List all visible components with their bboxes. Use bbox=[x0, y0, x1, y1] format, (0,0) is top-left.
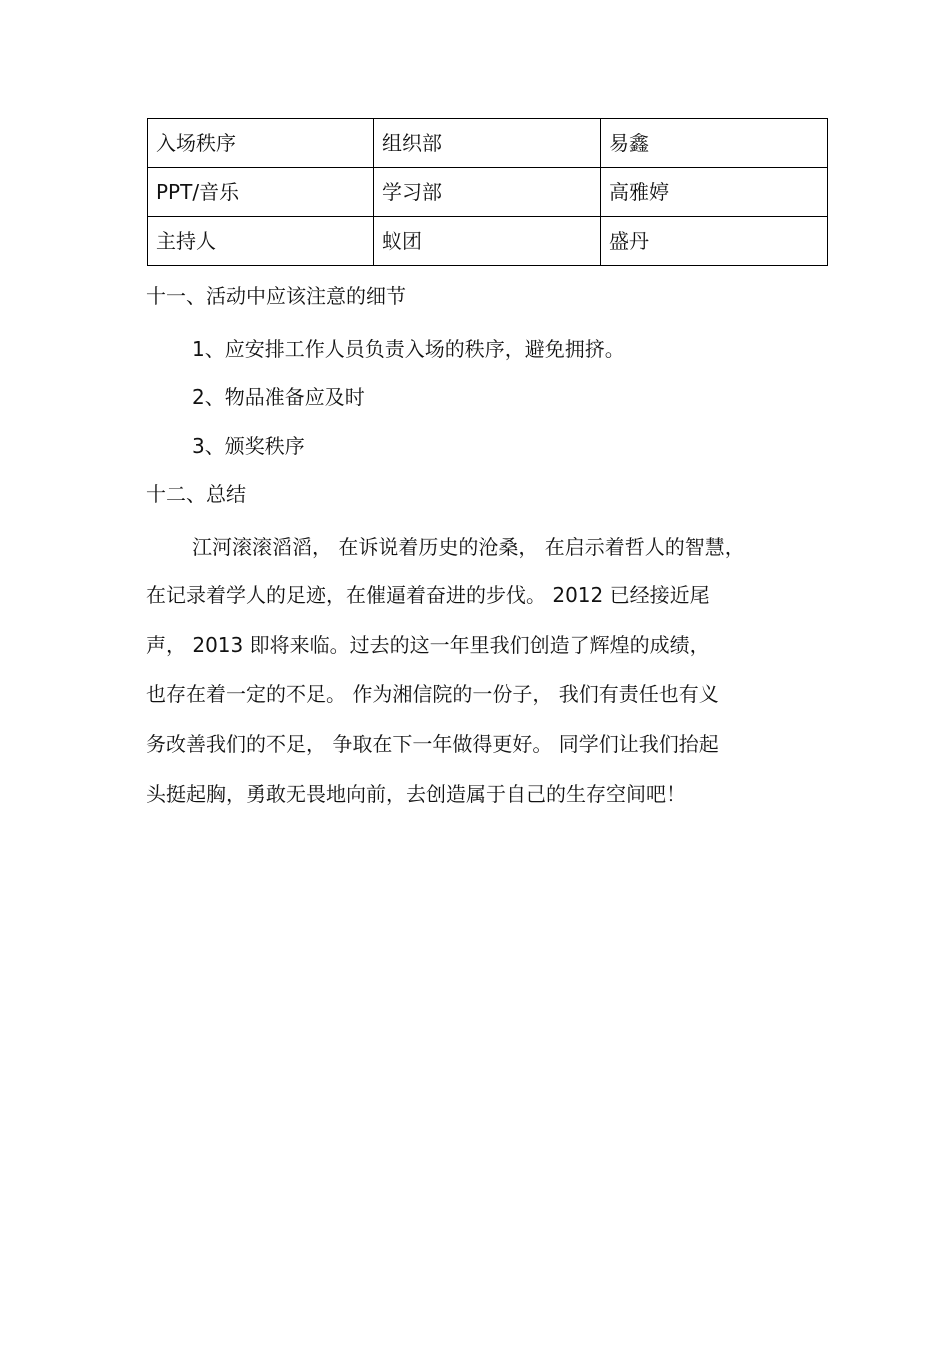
assignment-table bbox=[147, 118, 828, 266]
table-cell: 蚁团 bbox=[374, 217, 601, 266]
list-item: 1、应安排工作人员负责入场的秩序，避免拥挤。 bbox=[192, 337, 625, 361]
table-cell: 主持人 bbox=[148, 217, 374, 266]
section-heading: 十一、活动中应该注意的细节 bbox=[146, 284, 406, 308]
list-item: 3、颁奖秩序 bbox=[192, 434, 305, 458]
table-cell: 学习部 bbox=[374, 168, 601, 217]
table-row bbox=[148, 217, 828, 266]
paragraph-line: 在记录着学人的足迹，在催逼着奋进的步伐。 2012 已经接近尾 bbox=[146, 583, 710, 607]
list-item: 2、物品准备应及时 bbox=[192, 385, 365, 409]
table-row bbox=[148, 119, 828, 168]
table-row bbox=[148, 168, 828, 217]
table-cell: 入场秩序 bbox=[148, 119, 374, 168]
table-cell: 组织部 bbox=[374, 119, 601, 168]
table-cell: 易鑫 bbox=[601, 119, 828, 168]
section-heading: 十二、总结 bbox=[146, 482, 246, 506]
table-cell: 盛丹 bbox=[601, 217, 828, 266]
paragraph-line: 声， 2013 即将来临。过去的这一年里我们创造了辉煌的成绩， bbox=[146, 633, 710, 657]
paragraph-line: 头挺起胸，勇敢无畏地向前，去创造属于自己的生存空间吧！ bbox=[146, 782, 686, 806]
paragraph-line: 江河滚滚滔滔， 在诉说着历史的沧桑， 在启示着哲人的智慧， bbox=[192, 535, 745, 559]
paragraph-line: 务改善我们的不足， 争取在下一年做得更好。 同学们让我们抬起 bbox=[146, 732, 719, 756]
paragraph-line: 也存在着一定的不足。 作为湘信院的一份子， 我们有责任也有义 bbox=[146, 682, 719, 706]
table-cell: 高雅婷 bbox=[601, 168, 828, 217]
table-cell: PPT/音乐 bbox=[148, 168, 374, 217]
